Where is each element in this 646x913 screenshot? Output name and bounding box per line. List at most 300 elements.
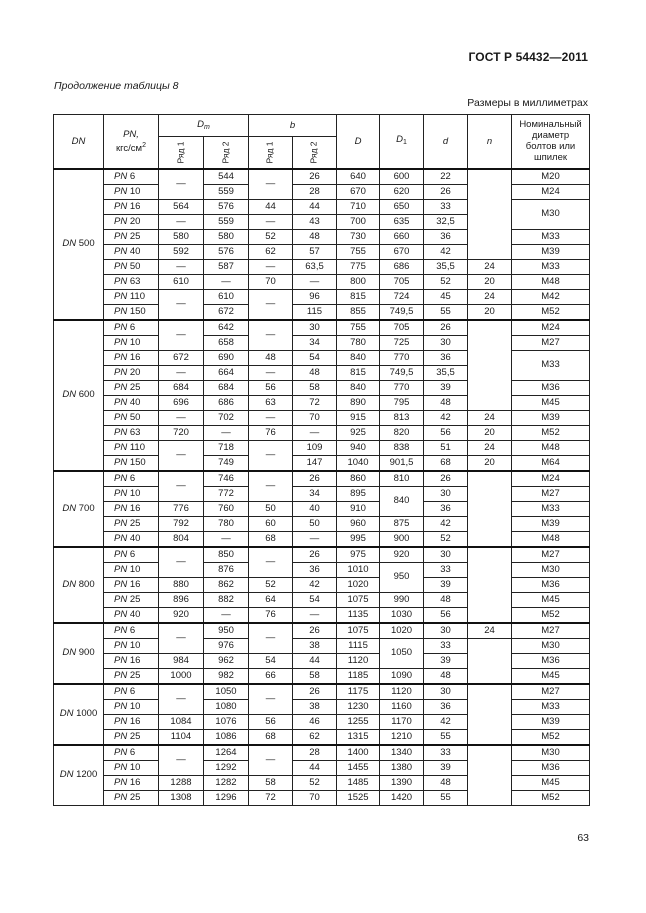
cell-b1: — xyxy=(249,410,293,425)
cell-b2: 36 xyxy=(293,562,337,577)
cell-D1: 950 xyxy=(380,562,424,592)
cell-b2: 70 xyxy=(293,410,337,425)
table-row xyxy=(54,425,590,440)
cell-dm1: 920 xyxy=(159,607,204,623)
cell-d: 33 xyxy=(424,199,468,214)
cell-b1: 68 xyxy=(249,729,293,745)
table-row xyxy=(54,440,590,455)
cell-d: 26 xyxy=(424,184,468,199)
cell-dm2: 684 xyxy=(204,380,249,395)
cell-pn: PN 40 xyxy=(104,531,159,547)
cell-b1: 64 xyxy=(249,592,293,607)
table-row xyxy=(54,274,590,289)
cell-bolt: M52 xyxy=(512,425,590,440)
cell-dm1: — xyxy=(159,684,204,715)
cell-n: 24 xyxy=(468,259,512,274)
table-continuation-caption: Продолжение таблицы 8 xyxy=(54,80,179,92)
cell-b2: 26 xyxy=(293,169,337,185)
cell-dn: DN 800 xyxy=(54,547,104,623)
cell-D1: 838 xyxy=(380,440,424,455)
cell-b1: 50 xyxy=(249,501,293,516)
cell-pn: PN 10 xyxy=(104,699,159,714)
cell-b1: — xyxy=(249,745,293,776)
cell-dn: DN 900 xyxy=(54,623,104,684)
cell-D: 1075 xyxy=(337,592,380,607)
cell-pn: PN 20 xyxy=(104,214,159,229)
cell-d: 45 xyxy=(424,289,468,304)
cell-b1: 66 xyxy=(249,668,293,684)
cell-b1: 60 xyxy=(249,516,293,531)
cell-D1: 1030 xyxy=(380,607,424,623)
cell-b2: — xyxy=(293,274,337,289)
cell-pn: PN 10 xyxy=(104,760,159,775)
cell-dm1: 1104 xyxy=(159,729,204,745)
cell-dm2: — xyxy=(204,425,249,440)
cell-pn: PN 25 xyxy=(104,592,159,607)
cell-D1: 901,5 xyxy=(380,455,424,471)
cell-b2: — xyxy=(293,531,337,547)
cell-dm2: 749 xyxy=(204,455,249,471)
cell-d: 42 xyxy=(424,410,468,425)
cell-dm2: 576 xyxy=(204,244,249,259)
cell-d: 35,5 xyxy=(424,365,468,380)
cell-bolt: M52 xyxy=(512,607,590,623)
col-header-b-row2: Ряд 2 xyxy=(293,137,337,169)
cell-pn: PN 6 xyxy=(104,169,159,185)
cell-D1: 620 xyxy=(380,184,424,199)
cell-dm2: 610 xyxy=(204,289,249,304)
cell-pn: PN 6 xyxy=(104,320,159,336)
cell-D: 840 xyxy=(337,350,380,365)
cell-b1: 56 xyxy=(249,380,293,395)
cell-bolt: M27 xyxy=(512,623,590,639)
cell-D: 890 xyxy=(337,395,380,410)
cell-b2: 28 xyxy=(293,184,337,199)
cell-dm2: 642 xyxy=(204,320,249,336)
cell-D: 710 xyxy=(337,199,380,214)
cell-bolt: M27 xyxy=(512,547,590,563)
cell-bolt: M27 xyxy=(512,486,590,501)
cell-D: 1020 xyxy=(337,577,380,592)
cell-D1: 705 xyxy=(380,274,424,289)
cell-D: 915 xyxy=(337,410,380,425)
cell-d: 42 xyxy=(424,714,468,729)
cell-b2: 26 xyxy=(293,623,337,639)
cell-dm2: — xyxy=(204,531,249,547)
cell-d: 39 xyxy=(424,577,468,592)
cell-dm2: 1050 xyxy=(204,684,249,700)
cell-dm1: 580 xyxy=(159,229,204,244)
cell-pn: PN 6 xyxy=(104,623,159,639)
cell-D: 855 xyxy=(337,304,380,320)
cell-n: 24 xyxy=(468,289,512,304)
cell-b2: 96 xyxy=(293,289,337,304)
cell-D1: 840 xyxy=(380,486,424,516)
cell-D: 895 xyxy=(337,486,380,501)
cell-b2: 48 xyxy=(293,365,337,380)
cell-b1: — xyxy=(249,259,293,274)
cell-D: 925 xyxy=(337,425,380,440)
cell-bolt: M64 xyxy=(512,455,590,471)
cell-b1: — xyxy=(249,320,293,351)
cell-n: 24 xyxy=(468,440,512,455)
cell-bolt: M42 xyxy=(512,289,590,304)
col-header-bolt-circle-d1: $D_1$ xyxy=(380,115,424,169)
cell-b2: 43 xyxy=(293,214,337,229)
cell-bolt: M33 xyxy=(512,501,590,516)
cell-b2: 34 xyxy=(293,486,337,501)
cell-dm2: 882 xyxy=(204,592,249,607)
cell-b2: 44 xyxy=(293,653,337,668)
cell-pn: PN 10 xyxy=(104,562,159,577)
cell-n xyxy=(468,320,512,411)
cell-b1: — xyxy=(249,214,293,229)
cell-D1: 1420 xyxy=(380,790,424,805)
cell-bolt: M36 xyxy=(512,653,590,668)
cell-pn: PN 50 xyxy=(104,259,159,274)
cell-pn: PN 6 xyxy=(104,471,159,487)
cell-d: 35,5 xyxy=(424,259,468,274)
cell-D1: 900 xyxy=(380,531,424,547)
cell-D: 755 xyxy=(337,244,380,259)
cell-dm1: 1308 xyxy=(159,790,204,805)
cell-bolt: M48 xyxy=(512,531,590,547)
cell-D: 730 xyxy=(337,229,380,244)
cell-d: 39 xyxy=(424,653,468,668)
cell-dm2: 876 xyxy=(204,562,249,577)
cell-dm2: — xyxy=(204,607,249,623)
cell-b2: — xyxy=(293,607,337,623)
cell-b2: 54 xyxy=(293,350,337,365)
cell-n xyxy=(468,684,512,745)
cell-pn: PN 63 xyxy=(104,425,159,440)
cell-dm1: — xyxy=(159,169,204,200)
cell-D1: 1210 xyxy=(380,729,424,745)
cell-dm2: 718 xyxy=(204,440,249,455)
cell-D: 1230 xyxy=(337,699,380,714)
col-header-hole-count: n xyxy=(468,115,512,169)
cell-b1: 70 xyxy=(249,274,293,289)
cell-n: 20 xyxy=(468,304,512,320)
cell-D1: 1170 xyxy=(380,714,424,729)
cell-dm1: 880 xyxy=(159,577,204,592)
cell-n xyxy=(468,471,512,547)
cell-D: 1185 xyxy=(337,668,380,684)
cell-dn: DN 500 xyxy=(54,169,104,320)
cell-dm1: 696 xyxy=(159,395,204,410)
cell-D1: 1160 xyxy=(380,699,424,714)
cell-D: 755 xyxy=(337,320,380,336)
cell-dm2: 576 xyxy=(204,199,249,214)
cell-dm2: 559 xyxy=(204,184,249,199)
cell-b1: — xyxy=(249,623,293,654)
cell-b2: 52 xyxy=(293,775,337,790)
cell-pn: PN 25 xyxy=(104,229,159,244)
cell-b2: 40 xyxy=(293,501,337,516)
cell-dn: DN 600 xyxy=(54,320,104,471)
cell-pn: PN 16 xyxy=(104,714,159,729)
cell-D1: 635 xyxy=(380,214,424,229)
cell-D: 910 xyxy=(337,501,380,516)
table-row xyxy=(54,289,590,304)
cell-b2: 44 xyxy=(293,760,337,775)
cell-pn: PN 16 xyxy=(104,501,159,516)
cell-b2: 28 xyxy=(293,745,337,761)
cell-dm1: 684 xyxy=(159,380,204,395)
cell-pn: PN 16 xyxy=(104,653,159,668)
cell-pn: PN 16 xyxy=(104,775,159,790)
col-header-outer-d: D xyxy=(337,115,380,169)
col-header-dn: DN xyxy=(54,115,104,169)
cell-D: 700 xyxy=(337,214,380,229)
cell-d: 22 xyxy=(424,169,468,185)
cell-pn: PN 16 xyxy=(104,350,159,365)
cell-d: 55 xyxy=(424,304,468,320)
cell-b1: 44 xyxy=(249,199,293,214)
cell-b2: 38 xyxy=(293,699,337,714)
cell-d: 30 xyxy=(424,486,468,501)
cell-D: 860 xyxy=(337,471,380,487)
cell-bolt: M27 xyxy=(512,684,590,700)
cell-D1: 875 xyxy=(380,516,424,531)
cell-pn: PN 10 xyxy=(104,184,159,199)
cell-pn: PN 20 xyxy=(104,365,159,380)
cell-b2: 26 xyxy=(293,471,337,487)
cell-D1: 686 xyxy=(380,259,424,274)
cell-D1: 650 xyxy=(380,199,424,214)
cell-d: 48 xyxy=(424,592,468,607)
cell-bolt: M45 xyxy=(512,592,590,607)
cell-D: 1455 xyxy=(337,760,380,775)
cell-bolt: M30 xyxy=(512,562,590,577)
cell-dm2: 1264 xyxy=(204,745,249,761)
cell-n: 24 xyxy=(468,410,512,425)
cell-D1: 1340 xyxy=(380,745,424,761)
cell-pn: PN 10 xyxy=(104,335,159,350)
col-header-hole-d: d xyxy=(424,115,468,169)
cell-dm1: — xyxy=(159,623,204,654)
cell-b2: 26 xyxy=(293,684,337,700)
cell-d: 48 xyxy=(424,395,468,410)
cell-D1: 749,5 xyxy=(380,365,424,380)
cell-D1: 724 xyxy=(380,289,424,304)
cell-pn: PN 10 xyxy=(104,486,159,501)
cell-dm2: 664 xyxy=(204,365,249,380)
cell-d: 52 xyxy=(424,274,468,289)
cell-D1: 810 xyxy=(380,471,424,487)
cell-bolt: M39 xyxy=(512,516,590,531)
cell-D: 1120 xyxy=(337,653,380,668)
cell-d: 55 xyxy=(424,729,468,745)
cell-b1: 76 xyxy=(249,425,293,440)
cell-d: 32,5 xyxy=(424,214,468,229)
cell-dm2: 1086 xyxy=(204,729,249,745)
cell-d: 33 xyxy=(424,562,468,577)
cell-b2: 42 xyxy=(293,577,337,592)
cell-bolt: M33 xyxy=(512,229,590,244)
cell-D1: 660 xyxy=(380,229,424,244)
cell-pn: PN 25 xyxy=(104,790,159,805)
cell-pn: PN 150 xyxy=(104,304,159,320)
cell-d: 56 xyxy=(424,607,468,623)
cell-bolt: M30 xyxy=(512,638,590,653)
cell-d: 56 xyxy=(424,425,468,440)
cell-pn: PN 25 xyxy=(104,668,159,684)
cell-D: 800 xyxy=(337,274,380,289)
cell-dm1: — xyxy=(159,365,204,380)
table-row xyxy=(54,684,590,700)
cell-dm2: 690 xyxy=(204,350,249,365)
cell-D: 1115 xyxy=(337,638,380,653)
cell-d: 33 xyxy=(424,745,468,761)
cell-b2: 48 xyxy=(293,229,337,244)
cell-b2: 58 xyxy=(293,668,337,684)
cell-b1: 76 xyxy=(249,607,293,623)
cell-dm1: — xyxy=(159,259,204,274)
cell-pn: PN 150 xyxy=(104,455,159,471)
cell-pn: PN 25 xyxy=(104,380,159,395)
cell-dm2: 976 xyxy=(204,638,249,653)
cell-D1: 725 xyxy=(380,335,424,350)
cell-d: 48 xyxy=(424,668,468,684)
cell-dm1: 592 xyxy=(159,244,204,259)
cell-d: 39 xyxy=(424,760,468,775)
cell-dm2: 672 xyxy=(204,304,249,320)
cell-dm1: — xyxy=(159,214,204,229)
cell-b2: 70 xyxy=(293,790,337,805)
cell-D: 1175 xyxy=(337,684,380,700)
cell-d: 52 xyxy=(424,531,468,547)
cell-D: 960 xyxy=(337,516,380,531)
flange-dimensions-table xyxy=(53,114,590,806)
cell-dm1: 672 xyxy=(159,350,204,365)
cell-pn: PN 10 xyxy=(104,638,159,653)
cell-dm2: 1292 xyxy=(204,760,249,775)
cell-D: 780 xyxy=(337,335,380,350)
cell-D1: 1390 xyxy=(380,775,424,790)
cell-b1: 52 xyxy=(249,577,293,592)
cell-dm1: 984 xyxy=(159,653,204,668)
cell-b1: 68 xyxy=(249,531,293,547)
cell-D: 995 xyxy=(337,531,380,547)
cell-b1: 72 xyxy=(249,790,293,805)
table-row xyxy=(54,455,590,471)
cell-dm1: — xyxy=(159,745,204,776)
cell-d: 36 xyxy=(424,350,468,365)
cell-bolt: M39 xyxy=(512,410,590,425)
col-header-pn: PN, кгс/$см^2$ xyxy=(104,115,159,169)
cell-D1: 1020 xyxy=(380,623,424,639)
cell-pn: PN 40 xyxy=(104,395,159,410)
cell-dm1: 896 xyxy=(159,592,204,607)
cell-n: 20 xyxy=(468,425,512,440)
table-row xyxy=(54,320,590,336)
cell-D1: 920 xyxy=(380,547,424,563)
cell-D1: 820 xyxy=(380,425,424,440)
cell-b2: — xyxy=(293,425,337,440)
cell-b1: 48 xyxy=(249,350,293,365)
cell-D: 840 xyxy=(337,380,380,395)
table-row xyxy=(54,304,590,320)
units-note: Размеры в миллиметрах xyxy=(467,97,588,109)
cell-b2: 46 xyxy=(293,714,337,729)
cell-b2: 38 xyxy=(293,638,337,653)
cell-b2: 57 xyxy=(293,244,337,259)
cell-dn: DN 700 xyxy=(54,471,104,547)
cell-n: 24 xyxy=(468,623,512,639)
cell-bolt: M36 xyxy=(512,380,590,395)
cell-dm2: 587 xyxy=(204,259,249,274)
table-row xyxy=(54,547,590,563)
cell-dm1: 1288 xyxy=(159,775,204,790)
cell-dm1: 564 xyxy=(159,199,204,214)
cell-dm2: 559 xyxy=(204,214,249,229)
cell-bolt: M24 xyxy=(512,320,590,336)
cell-bolt: M52 xyxy=(512,790,590,805)
cell-d: 30 xyxy=(424,623,468,639)
cell-dm1: 610 xyxy=(159,274,204,289)
cell-b2: 72 xyxy=(293,395,337,410)
cell-D: 1255 xyxy=(337,714,380,729)
cell-D: 775 xyxy=(337,259,380,274)
cell-dm1: — xyxy=(159,547,204,578)
cell-dm2: 772 xyxy=(204,486,249,501)
cell-pn: PN 40 xyxy=(104,607,159,623)
cell-bolt: M36 xyxy=(512,760,590,775)
cell-b1: 62 xyxy=(249,244,293,259)
table-body xyxy=(54,169,590,806)
cell-D: 1485 xyxy=(337,775,380,790)
standard-number: ГОСТ Р 54432—2011 xyxy=(468,50,588,64)
cell-dm2: 1296 xyxy=(204,790,249,805)
table-row xyxy=(54,471,590,487)
cell-bolt: M45 xyxy=(512,775,590,790)
cell-bolt: M27 xyxy=(512,335,590,350)
cell-D: 1525 xyxy=(337,790,380,805)
cell-D1: 770 xyxy=(380,380,424,395)
cell-b2: 50 xyxy=(293,516,337,531)
cell-pn: PN 25 xyxy=(104,729,159,745)
cell-pn: PN 6 xyxy=(104,684,159,700)
cell-pn: PN 25 xyxy=(104,516,159,531)
cell-d: 51 xyxy=(424,440,468,455)
cell-d: 30 xyxy=(424,335,468,350)
cell-D: 1400 xyxy=(337,745,380,761)
cell-pn: PN 110 xyxy=(104,440,159,455)
cell-dm1: — xyxy=(159,440,204,471)
cell-d: 36 xyxy=(424,229,468,244)
cell-bolt: M39 xyxy=(512,714,590,729)
cell-dm2: 760 xyxy=(204,501,249,516)
cell-d: 33 xyxy=(424,638,468,653)
cell-D1: 749,5 xyxy=(380,304,424,320)
cell-dm2: 780 xyxy=(204,516,249,531)
cell-b2: 109 xyxy=(293,440,337,455)
cell-D: 1040 xyxy=(337,455,380,471)
cell-dn: DN 1200 xyxy=(54,745,104,806)
cell-D: 670 xyxy=(337,184,380,199)
cell-bolt: M24 xyxy=(512,471,590,487)
cell-b1: — xyxy=(249,169,293,200)
cell-bolt: M52 xyxy=(512,304,590,320)
cell-D1: 600 xyxy=(380,169,424,185)
cell-pn: PN 50 xyxy=(104,410,159,425)
cell-D: 1010 xyxy=(337,562,380,577)
cell-D1: 795 xyxy=(380,395,424,410)
table-row xyxy=(54,410,590,425)
cell-D: 940 xyxy=(337,440,380,455)
col-header-b-row1: Ряд 1 xyxy=(249,137,293,169)
